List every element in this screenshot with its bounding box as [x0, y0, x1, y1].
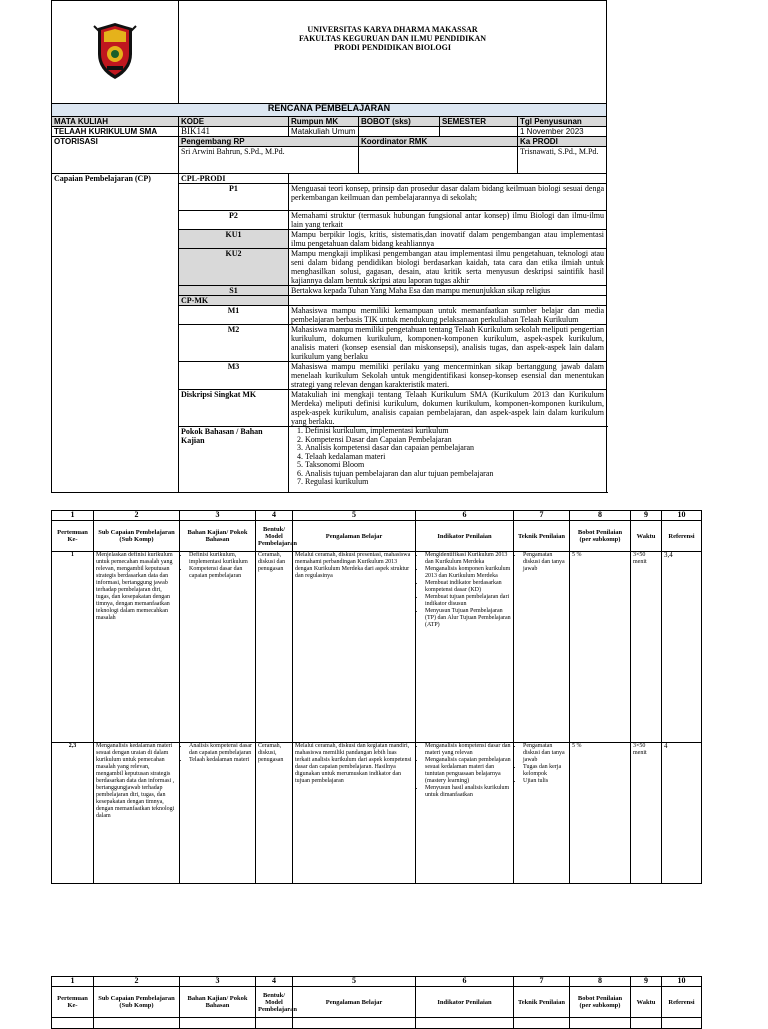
cpl-text: Bertakwa kepada Tuhan Yang Maha Esa dan mampu menunjukkan sikap religius — [289, 286, 607, 296]
faculty-name: FAKULTAS KEGURUAN DAN ILMU PENDIDIKAN — [299, 34, 486, 43]
learning-experience: Melalui ceramah, diskusi dan kegiatan mandiri, mahasiswa memiliki pandangan lebih luas terkait analisis kurikulum dari aspek kompetensi dasar dan capaian pembelajaran. Hasilnya digunakan untuk merumuskan indikator dan tujuan pembelajaran — [293, 743, 416, 884]
plan-table-continued — [51, 976, 702, 1029]
topics-list — [289, 427, 606, 487]
document-title: RENCANA PEMBELAJARAN — [52, 104, 607, 117]
col-number: 3 — [180, 977, 256, 987]
compile-date: 1 November 2023 — [518, 127, 607, 137]
weight: 5 % — [570, 743, 631, 884]
col-number: 2 — [94, 511, 180, 521]
col-number: 1 — [52, 511, 94, 521]
cpmk-code: M1 — [179, 306, 289, 325]
label-head: Ka PRODI — [518, 137, 607, 147]
topic-item: 5. Taksonomi Bloom — [305, 461, 606, 470]
table-row — [52, 743, 702, 884]
col-header: Bentuk/ Model Pembelajaran — [256, 521, 293, 552]
col-number: 8 — [570, 977, 631, 987]
materials-list — [182, 743, 253, 764]
topics-label: Pokok Bahasan / Bahan Kajian — [179, 427, 289, 493]
meeting-number: 1 — [52, 552, 94, 743]
plan-table — [51, 510, 702, 884]
col-number: 5 — [293, 977, 416, 987]
cpl-code: P1 — [179, 184, 289, 211]
list-item: • Membuat tujuan pembelajaran dari indikator disusun — [425, 594, 511, 608]
head-name: Trisnawati, S.Pd., M.Pd. — [518, 147, 607, 174]
cpmk-code: M2 — [179, 325, 289, 362]
label-authorization: OTORISASI — [52, 137, 179, 174]
col-header: Referensi — [662, 987, 702, 1018]
learning-experience: Melalui ceramah, diskusi presentasi, mahasiswa memahami perbandingan Kurikulum 2013 dengan Kurikulum Merdeka dari aspek struktur dan regulasinya — [293, 552, 416, 743]
technique-list — [516, 743, 567, 785]
topic-item: 3. Analisis kompetensi dasar dan capaian pembelajaran — [305, 444, 606, 453]
reference: 4 — [662, 743, 702, 884]
university-crest-icon — [90, 20, 140, 82]
label-course: MATA KULIAH — [52, 117, 179, 127]
list-item: • Menganalisis capaian pembelajaran sesuai kedalaman materi dan tuntutan penguasaan belajarnya (mastery learning) — [425, 757, 511, 785]
cpmk-text: Mahasiswa mampu memiliki kemampuan untuk memanfaatkan sumber belajar dan media pembelajaran berbasis TIK untuk mendukung pelaksanaan perkuliahan Telaah Kurikulum — [289, 306, 607, 325]
reference: 3,4 — [662, 552, 702, 743]
sub-cp: Menganalisis kedalaman materi sesuai dengan uraian di dalam kurikulum untuk pemecahan masalah yang relevan, mengambil keputusan strategis berdasarkan data dan informasi , bertanggungjawab terhadap pembelajaran diri, tugas, dan kesepakatan dengan timnya, dengan memanfaatkan teknologi dalam — [96, 743, 175, 819]
cpl-text: Memahami struktur (termasuk hubungan fungsional antar konsep) ilmu Biologi dan ilmu-ilmu lain yang terkait — [289, 211, 607, 230]
indicator-list — [418, 743, 511, 799]
list-item: • Telaah kedalaman materi — [189, 757, 253, 764]
technique-list — [516, 552, 567, 573]
cpl-heading: CPL-PRODI — [179, 174, 289, 184]
course-group: Matakuliah Umum — [289, 127, 359, 137]
page-3-fragment — [51, 976, 695, 1024]
col-header: Bobot Penilaian (per subkomp) — [570, 521, 631, 552]
col-header: Pertemuan Ke- — [52, 987, 94, 1018]
cpl-code: KU2 — [179, 249, 289, 286]
topic-item: 7. Regulasi kurikulum — [305, 478, 606, 487]
indicator-list — [418, 552, 511, 629]
col-header: Teknik Penilaian — [514, 521, 570, 552]
col-number: 9 — [631, 977, 662, 987]
label-credits: BOBOT (sks) — [359, 117, 440, 127]
col-header: Bentuk/ Model Pembelajaran — [256, 987, 293, 1018]
description-text: Matakuliah ini mengkaji tentang Telaah Kurikulum SMA (Kurikulum 2013 dan Kurikulum Merdeka) meliputi definisi kurikulum, dokumen kurikulum, komponen-komponen kurikulum, aspek-aspek kurikulum, analisis capaian pembelajaran, dan aspek-aspek lain dalam kurikulum yang berlaku. — [289, 390, 607, 427]
sub-cp: Menjelaskan definisi kurikulum untuk pemecahan masalah yang relevan, mengambil keputusan strategis berdasarkan data dan informasi, bertanggung jawab terhadap pembelajaran diri, tugas, dan kesepakatan dengan timnya, dengan memanfaatkan teknologi dalam memecahkan masalah — [94, 552, 180, 743]
time: 3×50 menit — [631, 552, 662, 743]
col-number: 10 — [662, 977, 702, 987]
program-name: PRODI PENDIDIKAN BIOLOGI — [334, 43, 451, 52]
col-header: Indikator Penilaian — [416, 521, 514, 552]
cpl-text: Mampu mengkaji implikasi pengembangan atau implementasi ilmu pengetahuan, teknologi atau seni dalam bidang pendidikan biologi berdasarkan kaidah, tata cara dan etika ilmiah untuk menghasilkan solusi, gagasan, desain, atau kritik serta menyusun deskripsi saintifik hasil kajiannya dalam bentuk skripsi atau laporan tugas akhir — [289, 249, 607, 286]
col-header: Waktu — [631, 987, 662, 1018]
course-credits — [359, 127, 440, 137]
col-header: Referensi — [662, 521, 702, 552]
label-semester: SEMESTER — [440, 117, 518, 127]
cpmk-text: Mahasiswa mampu memiliki pengetahuan tentang Telaah Kurikulum sekolah meliputi pengertian kurikulum, dokumen kurikulum, komponen-komponen kurikulum, aspek-aspek kurikulum, analisis materi (konsep esensial dan miskonsepsi), analisis tugas, dan aspek-aspek lain dalam kurikulum yang berlaku — [289, 325, 607, 362]
col-number: 9 — [631, 511, 662, 521]
list-item: • Menganalisis komponen kurikulum 2013 dan Kurikulum Merdeka — [425, 566, 511, 580]
label-developer: Pengembang RP — [179, 137, 359, 147]
list-item: • Analisis kompetensi dasar dan capaian pembelajaran — [189, 743, 253, 757]
list-item: • Definisi kurikulum, implementasi kurikulum — [189, 552, 253, 566]
topic-item: 6. Analisis tujuan pembelajaran dan alur tujuan pembelajaran — [305, 470, 606, 479]
topic-item: 1. Definisi kurikulum, implementasi kurikulum — [305, 427, 606, 436]
rps-document — [51, 0, 607, 493]
col-number: 6 — [416, 977, 514, 987]
list-item: • Kompetensi dasar dan capaian pembelajaran — [189, 566, 253, 580]
time: 3×50 menit — [631, 743, 662, 884]
col-number: 6 — [416, 511, 514, 521]
col-header: Indikator Penilaian — [416, 987, 514, 1018]
logo-cell — [52, 1, 179, 104]
cpl-code: S1 — [179, 286, 289, 296]
list-item: • Pengamatan diskusi dan tanya jawab — [523, 552, 567, 573]
coordinator-name — [359, 147, 518, 174]
col-number: 8 — [570, 511, 631, 521]
weight: 5 % — [570, 552, 631, 743]
cpl-code: KU1 — [179, 230, 289, 249]
label-code: KODE — [179, 117, 289, 127]
description-label: Diskripsi Singkat MK — [179, 390, 289, 427]
col-header: Waktu — [631, 521, 662, 552]
label-coordinator: Koordinator RMK — [359, 137, 518, 147]
col-number: 7 — [514, 511, 570, 521]
col-header: Pertemuan Ke- — [52, 521, 94, 552]
topic-item: 4. Telaah kedalaman materi — [305, 453, 606, 462]
cpmk-heading: CP-MK — [179, 296, 289, 306]
course-code: BIK141 — [179, 127, 289, 137]
label-group: Rumpun MK — [289, 117, 359, 127]
list-item: • Ujian tulis — [523, 778, 567, 785]
col-header: Bobot Penilaian (per subkomp) — [570, 987, 631, 1018]
col-header: Sub Capaian Pembelajaran (Sub Komp) — [94, 987, 180, 1018]
cpl-code: P2 — [179, 211, 289, 230]
list-item: • Membuat indikator berdasarkan kompetensi dasar (KD) — [425, 580, 511, 594]
col-number: 5 — [293, 511, 416, 521]
topics-list-wrap — [289, 427, 606, 492]
materials-list — [182, 552, 253, 580]
col-header: Bahan Kajian/ Pokok Bahasan — [180, 521, 256, 552]
institution-heading — [179, 1, 607, 104]
list-item: • Mengidentifikasi Kurikulum 2013 dan Kurikulum Merdeka — [425, 552, 511, 566]
col-number: 4 — [256, 511, 293, 521]
cpmk-text: Mahasiswa mampu memiliki perilaku yang mencerminkan sikap bertanggung jawab dalam menelaah kurikulum Sekolah untuk mengidentifikasi konsep-konsep esensial dan menentukan strategi yang relevan dengan karakteristik materi. — [289, 362, 607, 390]
col-number: 3 — [180, 511, 256, 521]
cp-label: Capaian Pembelajaran (CP) — [52, 174, 179, 493]
col-header: Pengalaman Belajar — [293, 987, 416, 1018]
course-semester — [440, 127, 518, 137]
col-header: Teknik Penilaian — [514, 987, 570, 1018]
col-number: 4 — [256, 977, 293, 987]
col-header: Bahan Kajian/ Pokok Bahasan — [180, 987, 256, 1018]
col-number: 2 — [94, 977, 180, 987]
list-item: • Tugas dan kerja kelompok — [523, 764, 567, 778]
list-item: • Menyusun Tujuan Pembelajaran (TP) dan Alur Tujuan Pembelajaran (ATP) — [425, 608, 511, 629]
list-item: • Menganalisis kompetensi dasar dan materi yang relevan — [425, 743, 511, 757]
topic-item: 2. Kompetensi Dasar dan Capaian Pembelajaran — [305, 436, 606, 445]
label-date: Tgl Penyusunan — [518, 117, 607, 127]
col-number: 10 — [662, 511, 702, 521]
col-header: Sub Capaian Pembelajaran (Sub Komp) — [94, 521, 180, 552]
list-item: • Menyusun hasil analisis kurikulum untuk dimanfaatkan — [425, 785, 511, 799]
col-number: 7 — [514, 977, 570, 987]
university-name: UNIVERSITAS KARYA DHARMA MAKASSAR — [307, 25, 478, 34]
col-number: 1 — [52, 977, 94, 987]
list-item: • Pengamatan diskusi dan tanya jawab — [523, 743, 567, 764]
learning-model: Ceramah, diskusi, penugasan — [256, 743, 293, 884]
developer-name: Sri Arwini Bahrun, S.Pd., M.Pd. — [179, 147, 359, 174]
cpmk-code: M3 — [179, 362, 289, 390]
table-row — [52, 552, 702, 743]
learning-model: Ceramah, diskusi dan penugasan — [256, 552, 293, 743]
meeting-number: 2,3 — [68, 743, 77, 749]
cpl-text: Menguasai teori konsep, prinsip dan prosedur dasar dalam bidang keilmuan biologi sesuai denga perkembangan keilmuan dan pembelajarannya di sekolah; — [289, 184, 607, 211]
course-name: TELAAH KURIKULUM SMA — [52, 127, 179, 137]
col-header: Pengalaman Belajar — [293, 521, 416, 552]
cpl-text: Mampu berpikir logis, kritis, sistematis,dan inovatif dalam pengembangan atau implementasi ilmu pengetahuan dalam bidang keahliannya — [289, 230, 607, 249]
